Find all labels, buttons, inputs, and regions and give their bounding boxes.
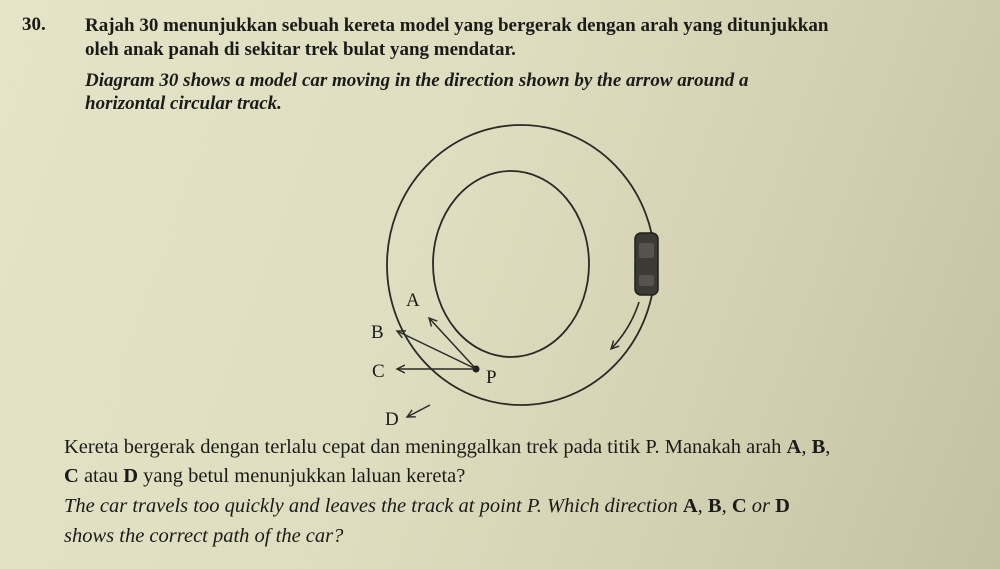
separator: , bbox=[825, 436, 831, 458]
model-car-icon bbox=[635, 233, 658, 295]
question-malay-line-1 bbox=[64, 437, 830, 458]
option-c-ref: C bbox=[731, 495, 747, 517]
option-a-ref: A bbox=[682, 495, 698, 517]
direction-arrow bbox=[611, 302, 639, 349]
option-d-ref: D bbox=[123, 465, 139, 487]
outer-track-edge bbox=[387, 125, 655, 405]
option-a-ref: A bbox=[786, 436, 802, 458]
question-malay-text: Kereta bergerak dengan terlalu cepat dan meninggalkan trek pada titik P. Manakah arah bbox=[64, 436, 787, 458]
question-number: 30. bbox=[22, 14, 46, 35]
label-a: A bbox=[406, 290, 420, 311]
label-p: P bbox=[486, 367, 497, 388]
label-d: D bbox=[385, 409, 399, 430]
intro-malay-line-1: Rajah 30 menunjukkan sebuah kereta model yang bergerak dengan arah yang ditunjukkan bbox=[85, 15, 829, 36]
connector-text: atau bbox=[78, 465, 124, 487]
intro-english-line-2: horizontal circular track. bbox=[85, 93, 282, 114]
option-b-ref: B bbox=[811, 436, 826, 458]
arrow-b bbox=[397, 331, 476, 369]
question-english-line-1 bbox=[64, 496, 790, 517]
separator: , bbox=[697, 495, 708, 517]
question-english-text: The car travels too quickly and leaves the track at point P. Which direction bbox=[64, 495, 683, 517]
label-b: B bbox=[371, 322, 384, 343]
arrow-d bbox=[407, 405, 430, 417]
intro-malay-line-2: oleh anak panah di sekitar trek bulat yang mendatar. bbox=[85, 39, 516, 60]
option-b-ref: B bbox=[707, 495, 722, 517]
option-d-ref: D bbox=[775, 495, 790, 517]
separator: , bbox=[801, 436, 812, 458]
question-english-line-2: shows the correct path of the car? bbox=[64, 525, 344, 547]
option-c-ref: C bbox=[64, 465, 79, 487]
inner-track-edge bbox=[433, 171, 589, 357]
label-c: C bbox=[372, 361, 385, 382]
connector-text: or bbox=[746, 495, 776, 517]
question-malay-text: yang betul menunjukkan laluan kereta? bbox=[138, 465, 466, 487]
separator: , bbox=[721, 495, 732, 517]
intro-english-line-1: Diagram 30 shows a model car moving in the direction shown by the arrow around a bbox=[85, 70, 749, 91]
question-malay-line-2 bbox=[64, 466, 465, 487]
